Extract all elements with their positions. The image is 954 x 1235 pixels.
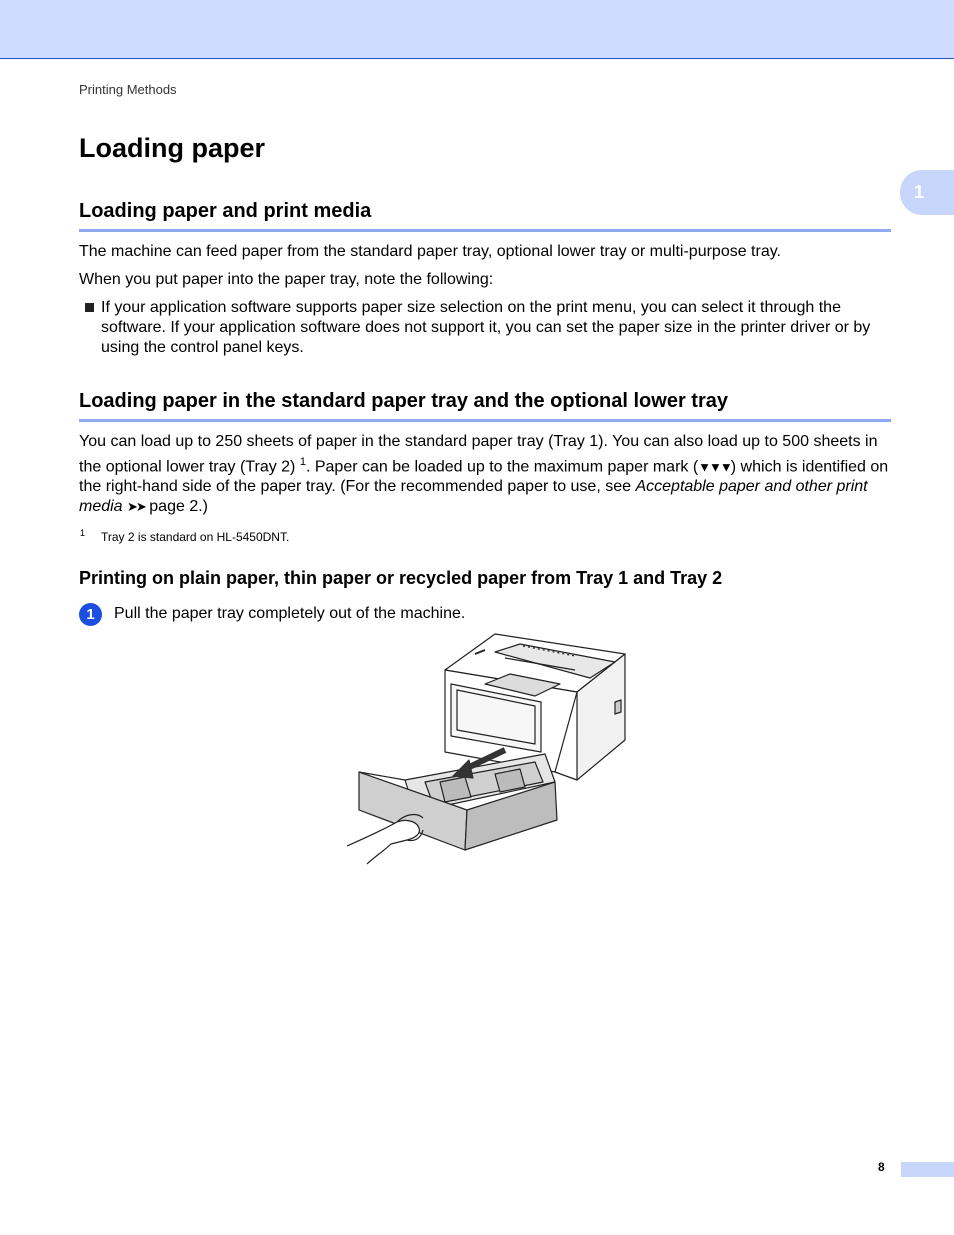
- footnote-text: Tray 2 is standard on HL-5450DNT.: [101, 530, 290, 544]
- bullet-text: If your application software supports paper size selection on the print menu, you can select it through the software. If your application software does not support it, you can set the paper size in the printer driver or by using the control panel keys.: [101, 299, 871, 356]
- printer-tray-illustration: [345, 632, 627, 866]
- section-heading-media: Loading paper and print media: [79, 200, 891, 232]
- running-head: Printing Methods: [79, 82, 177, 97]
- square-bullet-icon: [85, 303, 94, 312]
- double-arrow-icon: ➤➤: [127, 499, 145, 515]
- step-number-icon: 1: [79, 603, 102, 626]
- footnote-reference[interactable]: 1: [299, 456, 306, 468]
- page-title: Loading paper: [79, 133, 266, 163]
- section-heading-tray: Loading paper in the standard paper tray and the optional lower tray: [79, 390, 891, 422]
- cross-reference-link[interactable]: Acceptable paper and other print media: [79, 478, 868, 516]
- paper-mark-icon: ▼▼▼: [698, 459, 731, 475]
- bullet-list-item: [79, 298, 891, 358]
- chapter-number: 1: [914, 182, 925, 202]
- page-number: 8: [878, 1160, 885, 1174]
- paragraph-note: When you put paper into the paper tray, note the following:: [79, 271, 494, 288]
- subsection-heading: Printing on plain paper, thin paper or recycled paper from Tray 1 and Tray 2: [79, 568, 723, 588]
- paragraph-feed: The machine can feed paper from the standard paper tray, optional lower tray or multi-purpose tray.: [79, 243, 781, 260]
- chapter-tab: [900, 170, 954, 215]
- header-band: [0, 0, 954, 59]
- page-tab: [901, 1162, 954, 1177]
- step-text: Pull the paper tray completely out of the machine.: [114, 605, 466, 622]
- footnote-mark: 1: [80, 528, 86, 538]
- paragraph-tray-capacity: You can load up to 250 sheets of paper in the standard paper tray (Tray 1). You can also load up to 500 sheets in the optional lower tray (Tray 2) $^1$. Paper can be loaded up to the maximum paper mark (▼▼▼) which is identified on the right-hand side of the paper tray. (For the recommended paper to use, see Acceptable paper and other print media ➤➤ page 2.): [79, 433, 889, 516]
